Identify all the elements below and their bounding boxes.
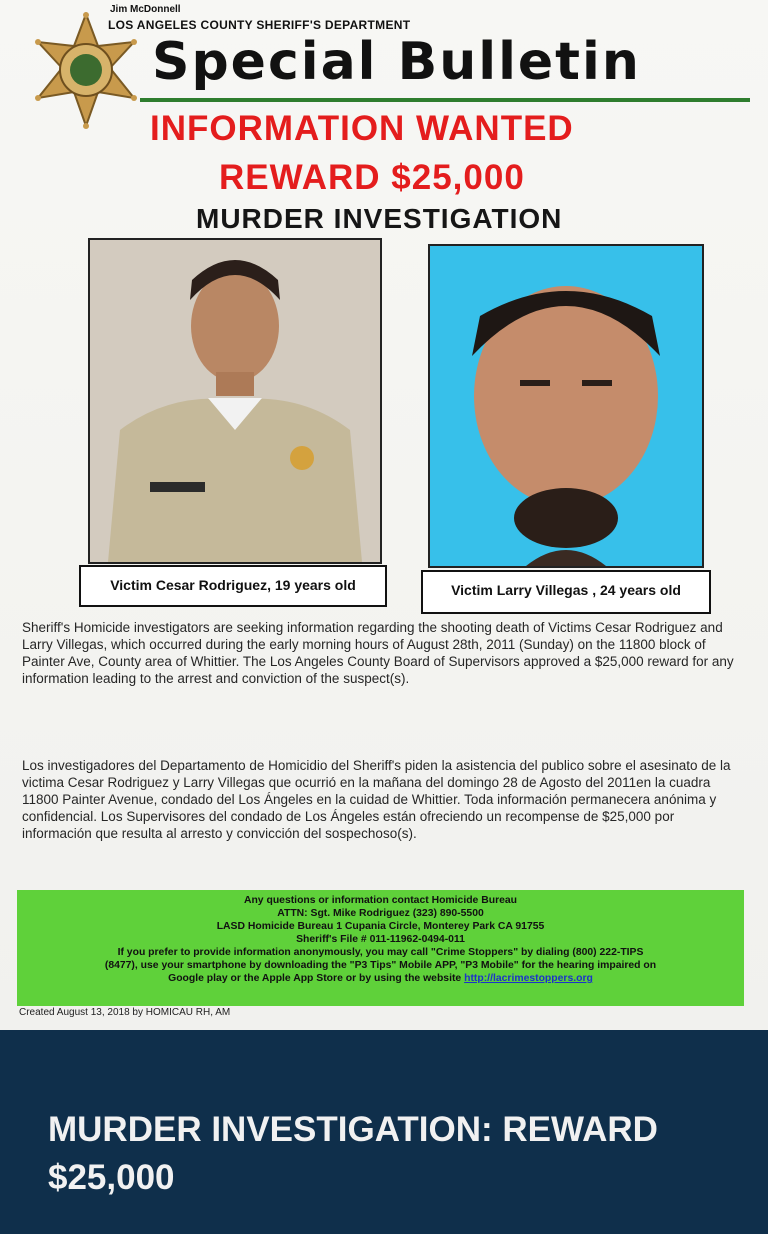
description-english: Sheriff's Homicide investigators are seeking information regarding the shooting death of Victims Cesar Rodriguez and Larry Villegas, which occurred during the early morning hours of August 28th, 2011 (Sunday) on the 11800 block of Painter Ave, County area of Whittier. The Los Angeles County Board of Supervisors approved a $25,000 reward for any information leading to the arrest and conviction of the suspect(s). — [22, 620, 734, 686]
contact-line: Any questions or information contact Homicide Bureau — [243, 895, 518, 906]
contact-line: LASD Homicide Bureau 1 Cupania Circle, Monterey Park CA 91755 — [216, 921, 545, 932]
contact-line: If you prefer to provide information anonymously, you may call "Crime Stoppers" by dialing (800) 222-TIPS — [117, 947, 644, 958]
footer-title: MURDER INVESTIGATION: REWARD $25,000 — [48, 1110, 658, 1197]
crime-stoppers-link[interactable]: http://lacrimestoppers.org — [464, 973, 593, 984]
bulletin-title: Special Bulletin — [152, 32, 641, 92]
victim-photo-larry-villegas — [428, 244, 704, 568]
victim-caption-2: Victim Larry Villegas , 24 years old — [421, 570, 711, 614]
contact-line — [17, 972, 744, 985]
contact-line: (8477), use your smartphone by downloading the "P3 Tips" Mobile APP, "P3 Mobile" for the hearing impaired on — [104, 960, 657, 971]
information-wanted-headline: INFORMATION WANTED — [150, 109, 574, 148]
department-name: LOS ANGELES COUNTY SHERIFF'S DEPARTMENT — [108, 18, 411, 32]
contact-line-text: Google play or the Apple App Store or by using the website — [168, 973, 462, 984]
reward-headline: REWARD $25,000 — [219, 158, 525, 197]
contact-line: ATTN: Sgt. Mike Rodriguez (323) 890-5500 — [277, 908, 484, 919]
title-divider — [140, 98, 750, 102]
created-note: Created August 13, 2018 by HOMICAU RH, AM — [19, 1007, 231, 1018]
victim-photo-cesar-rodriguez — [88, 238, 382, 564]
sheriff-name: Jim McDonnell — [110, 4, 181, 15]
contact-box — [17, 890, 744, 1006]
investigation-headline: MURDER INVESTIGATION — [196, 203, 563, 234]
victim-caption-1: Victim Cesar Rodriguez, 19 years old — [79, 565, 387, 607]
description-spanish: Los investigadores del Departamento de Homicidio del Sheriff's piden la asistencia del publico sobre el asesinato de la victima Cesar Rodriguez y Larry Villegas que ocurrió en la mañana del domingo 28 de Agosto del 2011en la cuadra 11800 Painter Avenue, condado del Los Ángeles en la cuidad de Whittier. Toda información permanecera anónima y confidencial. Los Supervisores del condado de Los Ángeles están ofreciendo un recompense de $25,000 por información que resulta al arresto y convicción del sospechoso(s). — [22, 758, 731, 841]
contact-line: Sheriff's File # 011-11962-0494-011 — [296, 934, 465, 945]
